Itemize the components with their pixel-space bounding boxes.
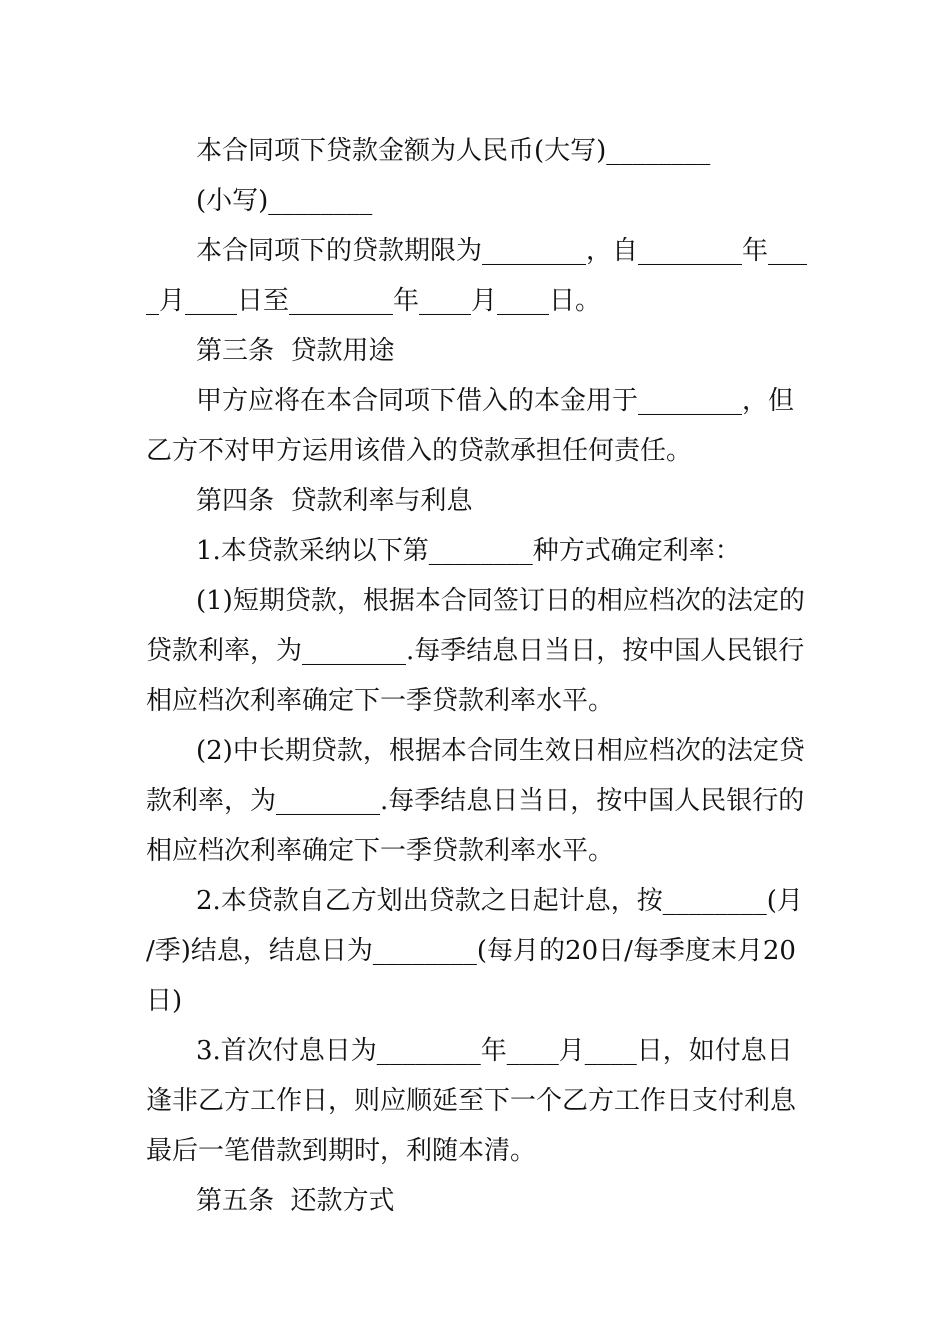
loan-purpose-paragraph-line-1: 甲方应将在本合同项下借入的本金用于________，但: [196, 386, 795, 416]
loan-amount-capital-line: 本合同项下贷款金额为人民币(大写)________: [196, 136, 711, 166]
loan-term-dates-line: _月____日至________年____月____日。: [146, 286, 602, 316]
interest-settlement-line-3: 日): [146, 986, 183, 1016]
interest-method-line: 1.本贷款采纳以下第________种方式确定利率：: [196, 536, 741, 566]
interest-settlement-line-1: 2.本贷款自乙方划出贷款之日起计息，按________(月: [196, 886, 803, 916]
short-term-loan-line-1: (1)短期贷款，根据本合同签订日的相应档次的法定的: [196, 586, 805, 616]
article-3-heading: 第三条 贷款用途: [196, 336, 395, 366]
article-4-heading: 第四条 贷款利率与利息: [196, 486, 473, 516]
article-5-heading: 第五条 还款方式: [196, 1186, 395, 1216]
long-term-loan-line-2: 款利率，为________.每季结息日当日，按中国人民银行的: [146, 786, 805, 816]
interest-settlement-line-2: /季)结息，结息日为________(每月的20日/每季度末月20: [146, 936, 796, 966]
first-payment-line-1: 3.首次付息日为________年____月____日，如付息日: [196, 1036, 793, 1066]
first-payment-line-2: 逢非乙方工作日，则应顺延至下一个乙方工作日支付利息: [146, 1086, 797, 1116]
long-term-loan-line-1: (2)中长期贷款，根据本合同生效日相应档次的法定贷: [196, 736, 805, 766]
long-term-loan-line-3: 相应档次利率确定下一季贷款利率水平。: [146, 836, 615, 866]
loan-purpose-paragraph-line-2: 乙方不对甲方运用该借入的贷款承担任何责任。: [146, 436, 693, 466]
loan-term-line: 本合同项下的贷款期限为________，自________年___: [196, 236, 808, 266]
short-term-loan-line-3: 相应档次利率确定下一季贷款利率水平。: [146, 686, 615, 716]
loan-amount-numeric-line: (小写)________: [196, 186, 373, 216]
contract-page: [146, 126, 810, 1226]
first-payment-line-3: 最后一笔借款到期时，利随本清。: [146, 1136, 537, 1166]
short-term-loan-line-2: 贷款利率，为________.每季结息日当日，按中国人民银行: [146, 636, 805, 666]
